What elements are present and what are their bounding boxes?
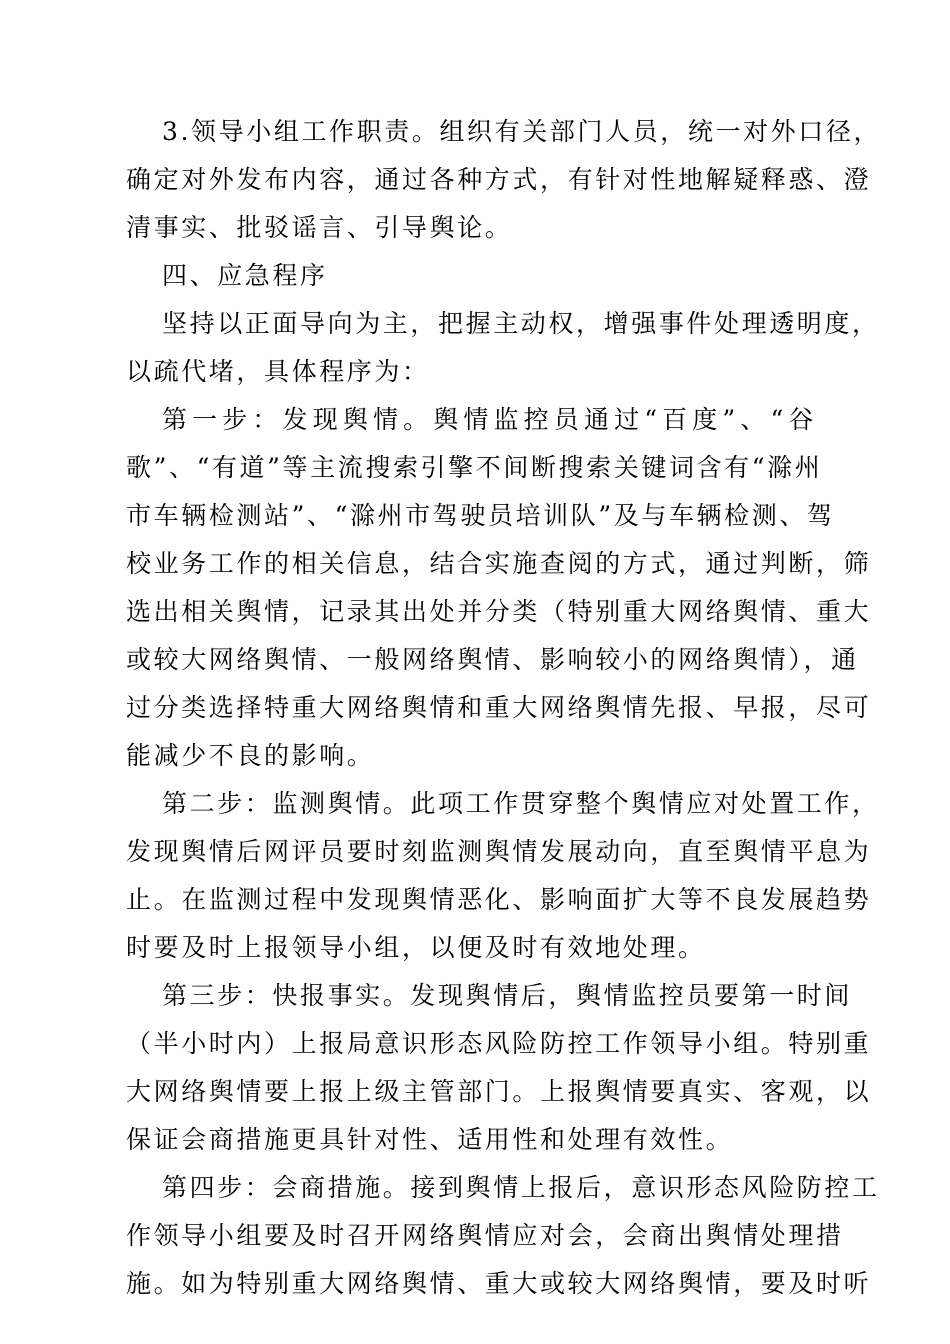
text-line: 确定对外发布内容，通过各种方式，有针对性地解疑释惑、澄	[126, 165, 872, 194]
text-line: 市车辆检测站”、“滁州市驾驶员培训队”及与车辆检测、驾	[126, 501, 835, 530]
text-line: 过分类选择特重大网络舆情和重大网络舆情先报、早报，尽可	[126, 693, 872, 722]
text-line: 歌”、“有道”等主流搜索引擎不间断搜索关键词含有“滁州	[126, 453, 823, 482]
paragraph-step-three	[126, 972, 872, 1164]
section-heading-emergency-procedure	[126, 252, 816, 300]
paragraph-leader-group-duties	[126, 108, 882, 252]
text-line: 第四步：会商措施。接到舆情上报后，意识形态风险防控工	[162, 1173, 880, 1202]
text-line: 第一步：发现舆情。舆情监控员通过“百度”、“谷	[162, 405, 816, 434]
text-line: 以疏代堵，具体程序为：	[126, 357, 430, 386]
text-line: 大网络舆情要上报上级主管部门。上报舆情要真实、客观，以	[126, 1077, 872, 1106]
text-line: 校业务工作的相关信息，结合实施查阅的方式，通过判断，筛	[126, 549, 872, 578]
text-line: 3.领导小组工作职责。组织有关部门人员，统一对外口径，	[162, 117, 882, 146]
text-line: 作领导小组要及时召开网络舆情应对会，会商出舆情处理措	[126, 1221, 844, 1250]
text-line: 第二步：监测舆情。此项工作贯穿整个舆情应对处置工作，	[162, 789, 880, 818]
text-line: 施。如为特别重大网络舆情、重大或较大网络舆情，要及时听	[126, 1269, 872, 1298]
paragraph-step-two	[126, 780, 880, 972]
text-line: 能减少不良的影响。	[126, 741, 375, 770]
text-line: 或较大网络舆情、一般网络舆情、影响较小的网络舆情），通	[126, 645, 859, 674]
text-line: 清事实、批驳谣言、引导舆论。	[126, 213, 513, 242]
text-line: （半小时内）上报局意识形态风险防控工作领导小组。特别重	[126, 1029, 872, 1058]
text-line: 时要及时上报领导小组，以便及时有效地处理。	[126, 933, 706, 962]
text-line: 止。在监测过程中发现舆情恶化、影响面扩大等不良发展趋势	[126, 885, 872, 914]
text-line: 保证会商措施更具针对性、适用性和处理有效性。	[126, 1125, 734, 1154]
paragraph-step-one	[126, 396, 872, 780]
text-line: 选出相关舆情，记录其出处并分类（特别重大网络舆情、重大	[126, 597, 872, 626]
paragraph-step-four	[126, 1164, 880, 1308]
text-line: 第三步：快报事实。发现舆情后，舆情监控员要第一时间	[162, 981, 853, 1010]
section-heading: 四、应急程序	[162, 261, 328, 290]
paragraph-procedure-intro	[126, 300, 880, 396]
text-line: 发现舆情后网评员要时刻监测舆情发展动向，直至舆情平息为	[126, 837, 872, 866]
text-line: 坚持以正面导向为主，把握主动权，增强事件处理透明度，	[162, 309, 880, 338]
document-body	[126, 108, 882, 1308]
